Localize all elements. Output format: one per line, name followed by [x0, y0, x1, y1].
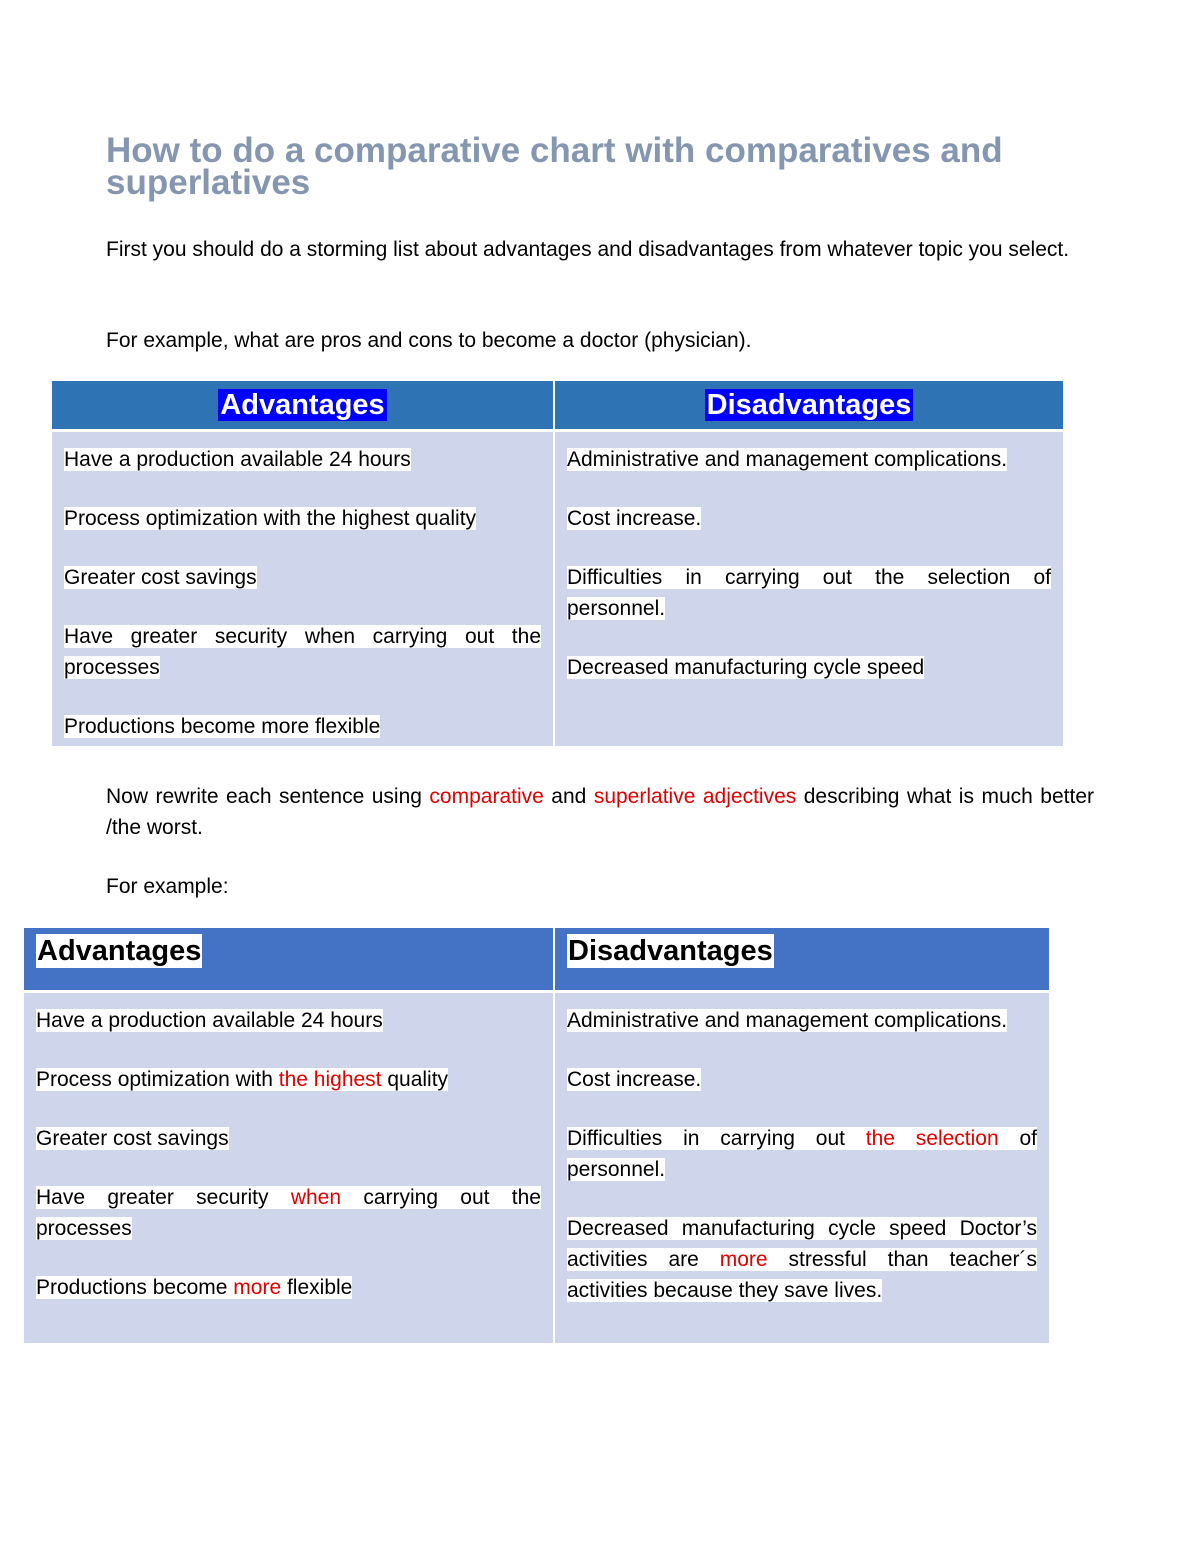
advantage-item: Process optimization with the highest quality [64, 507, 477, 530]
disadvantages-header-cell [554, 381, 1063, 431]
advantages-header-cell [24, 928, 554, 992]
pros-cons-table [52, 381, 1063, 746]
advantages-cell [52, 431, 554, 747]
advantages-header: Advantages [220, 389, 385, 421]
disadvantages-cell [554, 992, 1049, 1344]
advantage-item: Greater cost savings [64, 566, 257, 589]
disadvantages-header: Disadvantages [706, 389, 912, 421]
example-intro: For example, what are pros and cons to become a doctor (physician). [106, 329, 752, 352]
advantage-item: Productions become more flexible [64, 715, 381, 738]
comparative-highlight: comparative [429, 785, 544, 808]
advantage-item: Greater cost savings [36, 1127, 229, 1150]
page-title: How to do a comparative chart with comparatives and superlatives [106, 131, 1003, 202]
disadvantage-item: Administrative and management complications. [567, 1009, 1008, 1032]
disadvantage-item: Cost increase. [567, 507, 702, 530]
disadvantage-item: Difficulties in carrying out the selection of personnel. [567, 566, 1051, 620]
advantage-item: Have greater security when carrying out the processes [64, 625, 541, 679]
advantage-item: Have a production available 24 hours [64, 448, 411, 471]
advantages-cell [24, 992, 554, 1344]
advantage-item: Have greater security when carrying out the processes [36, 1186, 541, 1240]
advantage-item: Productions become more flexible [36, 1276, 353, 1299]
superlative-highlight: superlative adjectives [593, 785, 797, 808]
advantage-item: Have a production available 24 hours [36, 1009, 383, 1032]
disadvantage-item: Cost increase. [567, 1068, 702, 1091]
disadvantages-header: Disadvantages [568, 935, 773, 967]
disadvantage-item: Administrative and management complications. [567, 448, 1008, 471]
disadvantages-header-cell [554, 928, 1049, 992]
rewrite-text: describing what is much better /the worst. [106, 785, 1094, 839]
example-table [24, 928, 1049, 1343]
advantage-item: Process optimization with the highest quality [36, 1068, 449, 1091]
intro-paragraph: First you should do a storming list about advantages and disadvantages from whatever topic you select. [106, 238, 1070, 261]
disadvantage-item: Decreased manufacturing cycle speed [567, 656, 925, 679]
rewrite-text: and [543, 785, 594, 808]
disadvantage-item: Difficulties in carrying out the selection of personnel. [567, 1127, 1037, 1181]
advantages-header-cell [52, 381, 554, 431]
for-example-label: For example: [106, 875, 229, 898]
rewrite-text: Now rewrite each sentence using [106, 785, 430, 808]
rewrite-instructions [106, 781, 1094, 843]
disadvantages-cell [554, 431, 1063, 747]
disadvantage-item: Decreased manufacturing cycle speed Doctor’s activities are more stressful than teacher´s activities because they save lives. [567, 1217, 1037, 1302]
advantages-header: Advantages [37, 935, 202, 967]
